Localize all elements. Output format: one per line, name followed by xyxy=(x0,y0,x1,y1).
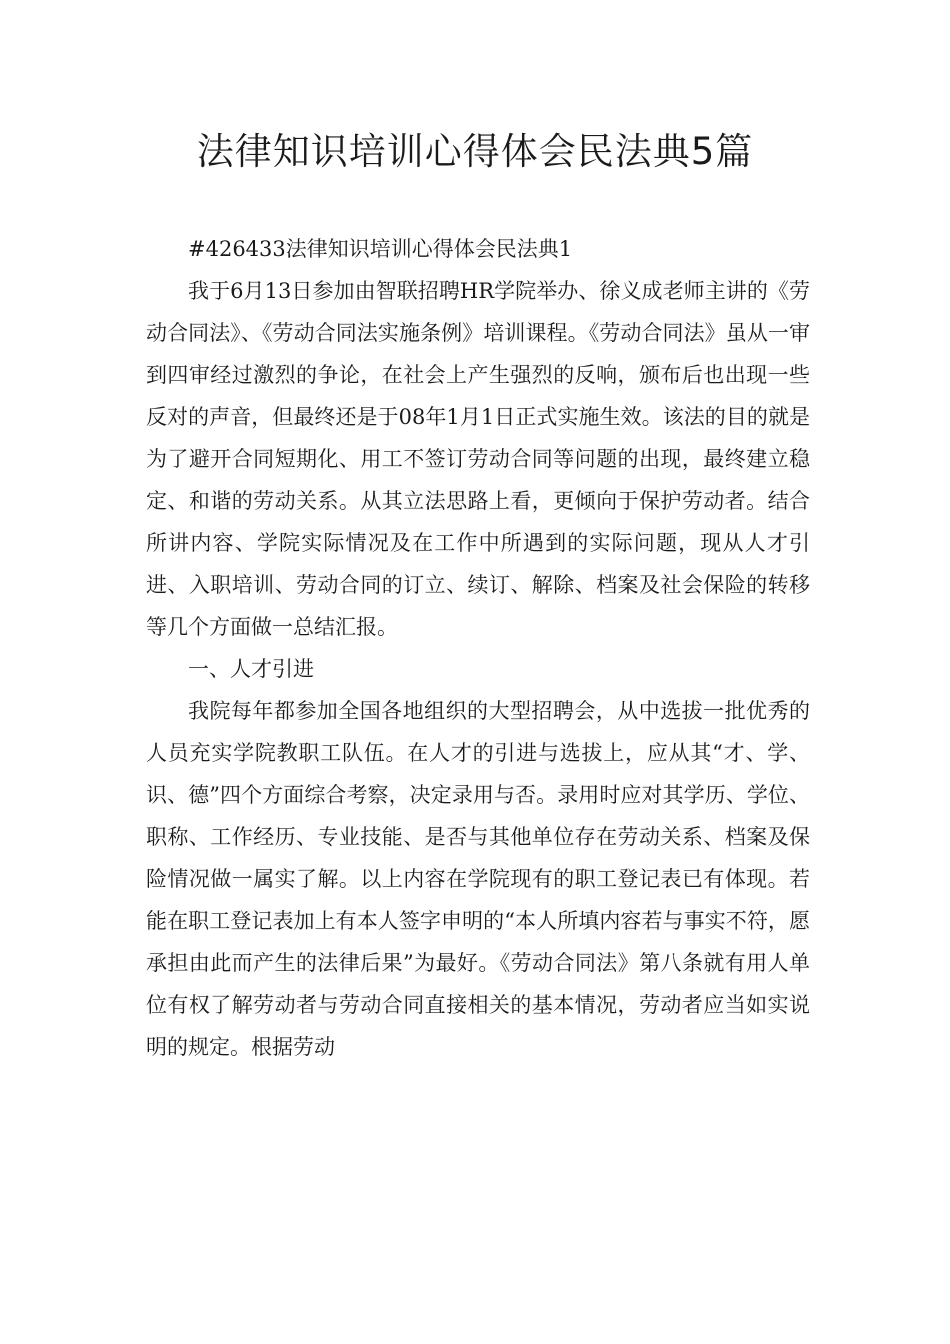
section-heading-1: #426433法律知识培训心得体会民法典1 xyxy=(188,237,573,261)
paragraph-intro: 我于6月13日参加由智联招聘HR学院举办、徐义成老师主讲的《劳动合同法》、《劳动合同法实施条例》培训课程。《劳动合同法》虽从一审到四审经过激烈的争论，在社会上产生强烈的反响，颁布后也出现一些反对的声音，但最终还是于08年1月1日正式实施生效。该法的目的就是为了避开合同短期化、用工不签订劳动合同等问题的出现，最终建立稳定、和谐的劳动关系。从其立法思路上看，更倾向于保护劳动者。结合所讲内容、学院实际情况及在工作中所遇到的实际问题，现从人才引进、入职培训、劳动合同的订立、续订、解除、档案及社会保险的转移等几个方面做一总结汇报。 xyxy=(146,279,810,639)
paragraph-talent: 我院每年都参加全国各地组织的大型招聘会，从中选拔一批优秀的人员充实学院教职工队伍。在人才的引进与选拔上，应从其“才、学、识、德”四个方面综合考察，决定录用与否。录用时应对其学历、学位、职称、工作经历、专业技能、是否与其他单位存在劳动关系、档案及保险情况做一属实了解。以上内容在学院现有的职工登记表已有体现。若能在职工登记表加上有本人签字申明的“本人所填内容若与事实不符，愿承担由此而产生的法律后果”为最好。《劳动合同法》第八条就有用人单位有权了解劳动者与劳动合同直接相关的基本情况，劳动者应当如实说明的规定。根据劳动 xyxy=(146,699,810,1059)
section-heading-talent: 一、人才引进 xyxy=(188,657,314,681)
document-body xyxy=(146,228,810,1068)
document-title: 法律知识培训心得体会民法典5篇 xyxy=(196,130,754,173)
